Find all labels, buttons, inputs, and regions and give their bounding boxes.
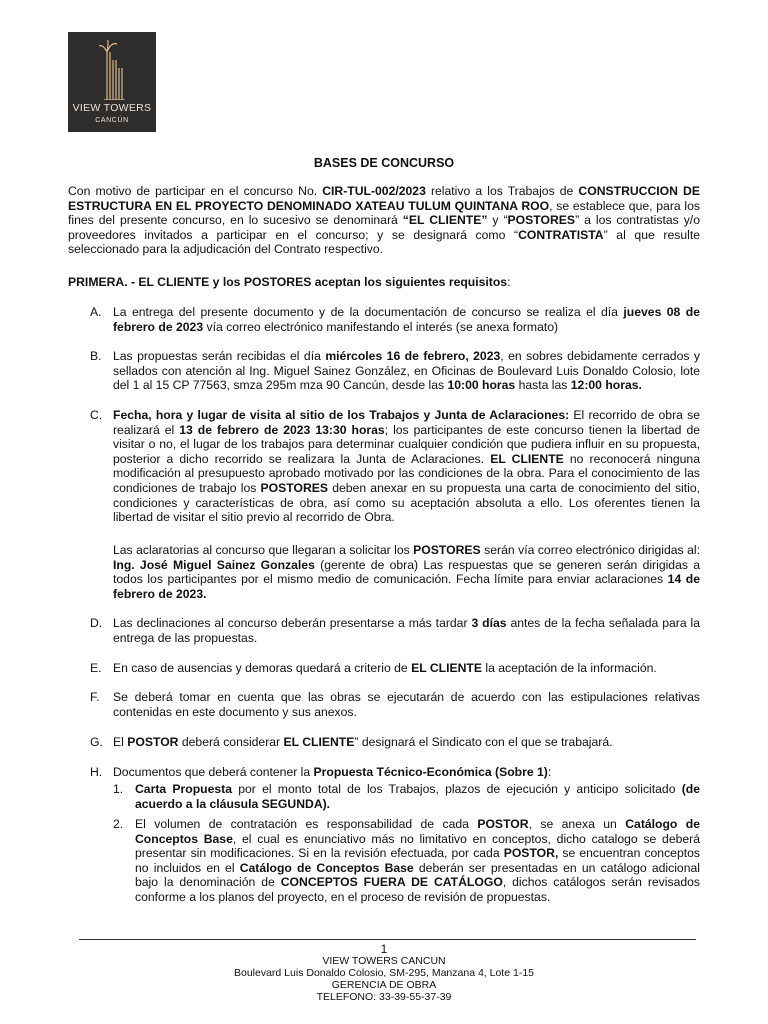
bold-text-run: “EL CLIENTE”	[402, 213, 488, 228]
text-run: por el monto total de los Trabajos, plazos de ejecución y anticipo solicitado	[232, 782, 682, 796]
bold-text-run: 12:00 horas.	[570, 378, 642, 393]
bold-text-run: 10:00 horas	[447, 378, 516, 393]
item-label: E.	[90, 661, 102, 675]
towers-icon	[97, 40, 127, 100]
bold-text-run: CIR-TUL-002/2023	[322, 184, 426, 198]
bold-text-run: CONTRATISTA	[518, 227, 604, 242]
item-label: C.	[90, 408, 103, 422]
item-label: D.	[90, 616, 103, 630]
bold-text-run: POSTOR	[127, 735, 179, 749]
text-run: antes de la fecha señalada para la entrega de las propuestas.	[113, 616, 701, 645]
page-number: 1	[380, 942, 388, 956]
text-run: ” al que resulte seleccionado para la adjudicación del Contrato respectivo.	[68, 227, 700, 257]
text-run: la aceptación de la información.	[481, 661, 657, 675]
item-label: B.	[90, 349, 102, 363]
logo-city: CANCÚN	[95, 117, 129, 124]
footer-phone: TELEFONO: 33-39-55-37-39	[316, 991, 452, 1003]
item-c-paragraph-2	[68, 543, 700, 601]
text-run: , el cual es enunciativo más no limitativo en conceptos, dicho catalogo se deberá presentar sin modificaciones. Si en la revisión efectuada, por cada	[135, 831, 700, 861]
text-run: deberán ser presentadas en un catálogo adicional bajo la denominación de	[135, 860, 700, 890]
item-text	[113, 349, 700, 393]
bold-text-run: CONSTRUCCION DE ESTRUCTURA EN EL PROYECTO DENOMINADO XATEAU TULUM QUINTANA ROO	[68, 184, 700, 213]
footer-department: GERENCIA DE OBRA	[331, 979, 437, 991]
text-run: vía correo electrónico manifestando el interés (se anexa formato)	[203, 319, 559, 334]
text-run: serán vía correo electrónico dirigidas al:	[480, 543, 700, 557]
footer-divider	[79, 939, 696, 940]
item-text	[113, 305, 700, 334]
subitem-label: 1.	[113, 782, 124, 796]
bold-text-run: Ing. José Miguel Sainez Gonzales	[113, 557, 315, 572]
text-run: En caso de ausencias y demoras quedará a criterio de	[113, 661, 412, 675]
logo-brand: VIEW TOWERS	[72, 102, 152, 114]
intro-paragraph	[68, 184, 700, 257]
bold-text-run: POSTORES	[413, 543, 481, 557]
text-run: , dichos catálogos serán revisados conforme a los planos del proyecto, en el proceso de revisión de propuestas.	[135, 875, 701, 904]
bold-text-run: POSTOR	[477, 817, 529, 831]
text-run: Las propuestas serán recibidas el día	[113, 349, 326, 363]
item-text	[113, 543, 700, 601]
text-run: El	[113, 735, 128, 749]
item-f	[68, 690, 700, 719]
subitem-2	[113, 817, 700, 905]
bold-text-run: PRIMERA. - EL CLIENTE y los POSTORES aceptan los siguientes requisitos	[68, 275, 508, 289]
text-run: hasta las	[515, 378, 571, 393]
document-title: BASES DE CONCURSO	[313, 156, 455, 170]
text-run: deberá considerar	[178, 735, 284, 749]
bold-text-run: 14 de febrero de 2023.	[113, 572, 700, 601]
page-footer	[0, 943, 768, 1003]
item-g	[68, 735, 700, 750]
text-run: Con motivo de participar en el concurso No.	[68, 184, 323, 198]
bold-text-run: EL CLIENTE	[283, 735, 355, 749]
text-run: El recorrido de obra se realizará el	[113, 408, 700, 437]
text-run: , se establece que, para los fines del presente concurso, en lo sucesivo se denominará	[68, 198, 700, 228]
text-run: relativo a los Trabajos de	[425, 184, 579, 198]
text-run: se encuentran conceptos no incluidos en el	[135, 846, 700, 875]
subitem-text	[135, 817, 700, 905]
item-text	[113, 661, 700, 676]
bold-text-run: POSTOR,	[503, 846, 559, 861]
text-run: ; los participantes de este concurso tienen la libertad de visitar o no, el lugar de los trabajos para determinar cualquier condición que pudiera influir en su propuesta, posterior a dicho recorrido se realizara la Junta de Aclaraciones.	[113, 422, 701, 466]
text-run: :	[547, 765, 552, 779]
bold-text-run: miércoles 16 de febrero, 2023	[325, 349, 501, 363]
text-run: no reconocerá ninguna modificación al presupuesto aprobado motivado por las condiciones de la obra. Para el conocimiento de las condiciones de trabajo los	[113, 451, 700, 495]
primera-heading	[68, 275, 700, 290]
item-a	[68, 305, 700, 334]
footer-address: Boulevard Luis Donaldo Colosio, SM-295, Manzana 4, Lote 1-15	[233, 967, 534, 979]
item-label: H.	[90, 765, 103, 779]
item-text	[113, 408, 700, 525]
item-label: G.	[90, 735, 103, 749]
bold-text-run: Catálogo de Conceptos Base	[239, 860, 414, 875]
item-label: A.	[90, 305, 102, 319]
item-text	[113, 690, 700, 719]
text-run: (gerente de obra) Las respuestas que se generen serán dirigidas a todos los participantes por el mismo medio de comunicación. Fecha límite para enviar aclaraciones	[113, 557, 700, 587]
bold-text-run: jueves 08 de febrero de 2023	[113, 305, 700, 334]
bold-text-run: 13 de febrero de 2023 13:30 horas	[179, 422, 385, 437]
text-run: deben anexar en su propuesta una carta de conocimiento del sitio, condiciones y características de obra, así como su aceptación absoluta a ello. Los oferentes tienen la libertad de visitar el sitio previo al recorrido de Obra.	[113, 480, 700, 525]
subitem-text	[135, 782, 700, 811]
subitem-label: 2.	[113, 817, 124, 831]
text-run: :	[507, 275, 511, 289]
text-run: y “	[487, 213, 508, 228]
text-run: Las declinaciones al concurso deberán presentarse a más tardar	[113, 616, 472, 630]
bold-text-run: POSTORES	[260, 480, 329, 495]
item-h	[68, 765, 700, 780]
item-label: F.	[90, 690, 100, 704]
bold-text-run: Carta Propuesta	[135, 782, 232, 796]
text-run: Se deberá tomar en cuenta que las obras se ejecutarán de acuerdo con las estipulaciones relativas contenidas en este documento y sus anexos.	[113, 690, 700, 719]
bold-text-run: EL CLIENTE	[490, 451, 564, 466]
text-run: Las aclaratorias al concurso que llegaran a solicitar los	[113, 543, 414, 557]
item-e	[68, 661, 700, 676]
footer-company: VIEW TOWERS CANCUN	[322, 955, 446, 967]
text-run: ” a los contratistas y/o proveedores invitados a participar en el concurso; y se designará como “	[68, 213, 700, 242]
item-text	[113, 616, 700, 645]
text-run: , se anexa un	[528, 817, 626, 831]
company-logo	[68, 32, 156, 132]
bold-text-run: POSTORES	[507, 213, 576, 228]
item-d	[68, 616, 700, 645]
text-run: , en sobres debidamente cerrados y sellados con atención al Ing. Miguel Sainez González, en Oficinas de Boulevard Luis Donaldo Colosio, lote del 1 al 15 CP 77563, smza 295m mza 90 Cancún, desde las	[113, 349, 700, 393]
item-text	[113, 735, 700, 750]
text-run: El volumen de contratación es responsabilidad de cada	[135, 817, 478, 831]
bold-text-run: Fecha, hora y lugar de visita al sitio de los Trabajos y Junta de Aclaraciones:	[113, 408, 570, 422]
item-c	[68, 408, 700, 525]
item-text	[113, 765, 700, 780]
bold-text-run: EL CLIENTE	[411, 661, 482, 675]
bold-text-run: (de acuerdo a la cláusula SEGUNDA).	[135, 782, 700, 811]
text-run: ” designará el Sindicato con el que se trabajará.	[354, 735, 613, 749]
bold-text-run: CONCEPTOS FUERA DE CATÁLOGO	[280, 875, 503, 890]
bold-text-run: Propuesta Técnico-Económica (Sobre 1)	[313, 765, 548, 779]
bold-text-run: Catálogo de Conceptos Base	[135, 817, 700, 846]
item-b	[68, 349, 700, 393]
text-run: Documentos que deberá contener la	[113, 765, 314, 779]
text-run: La entrega del presente documento y de la documentación de concurso se realiza el día	[113, 305, 624, 319]
subitem-1	[113, 782, 700, 811]
bold-text-run: 3 días	[471, 616, 507, 630]
